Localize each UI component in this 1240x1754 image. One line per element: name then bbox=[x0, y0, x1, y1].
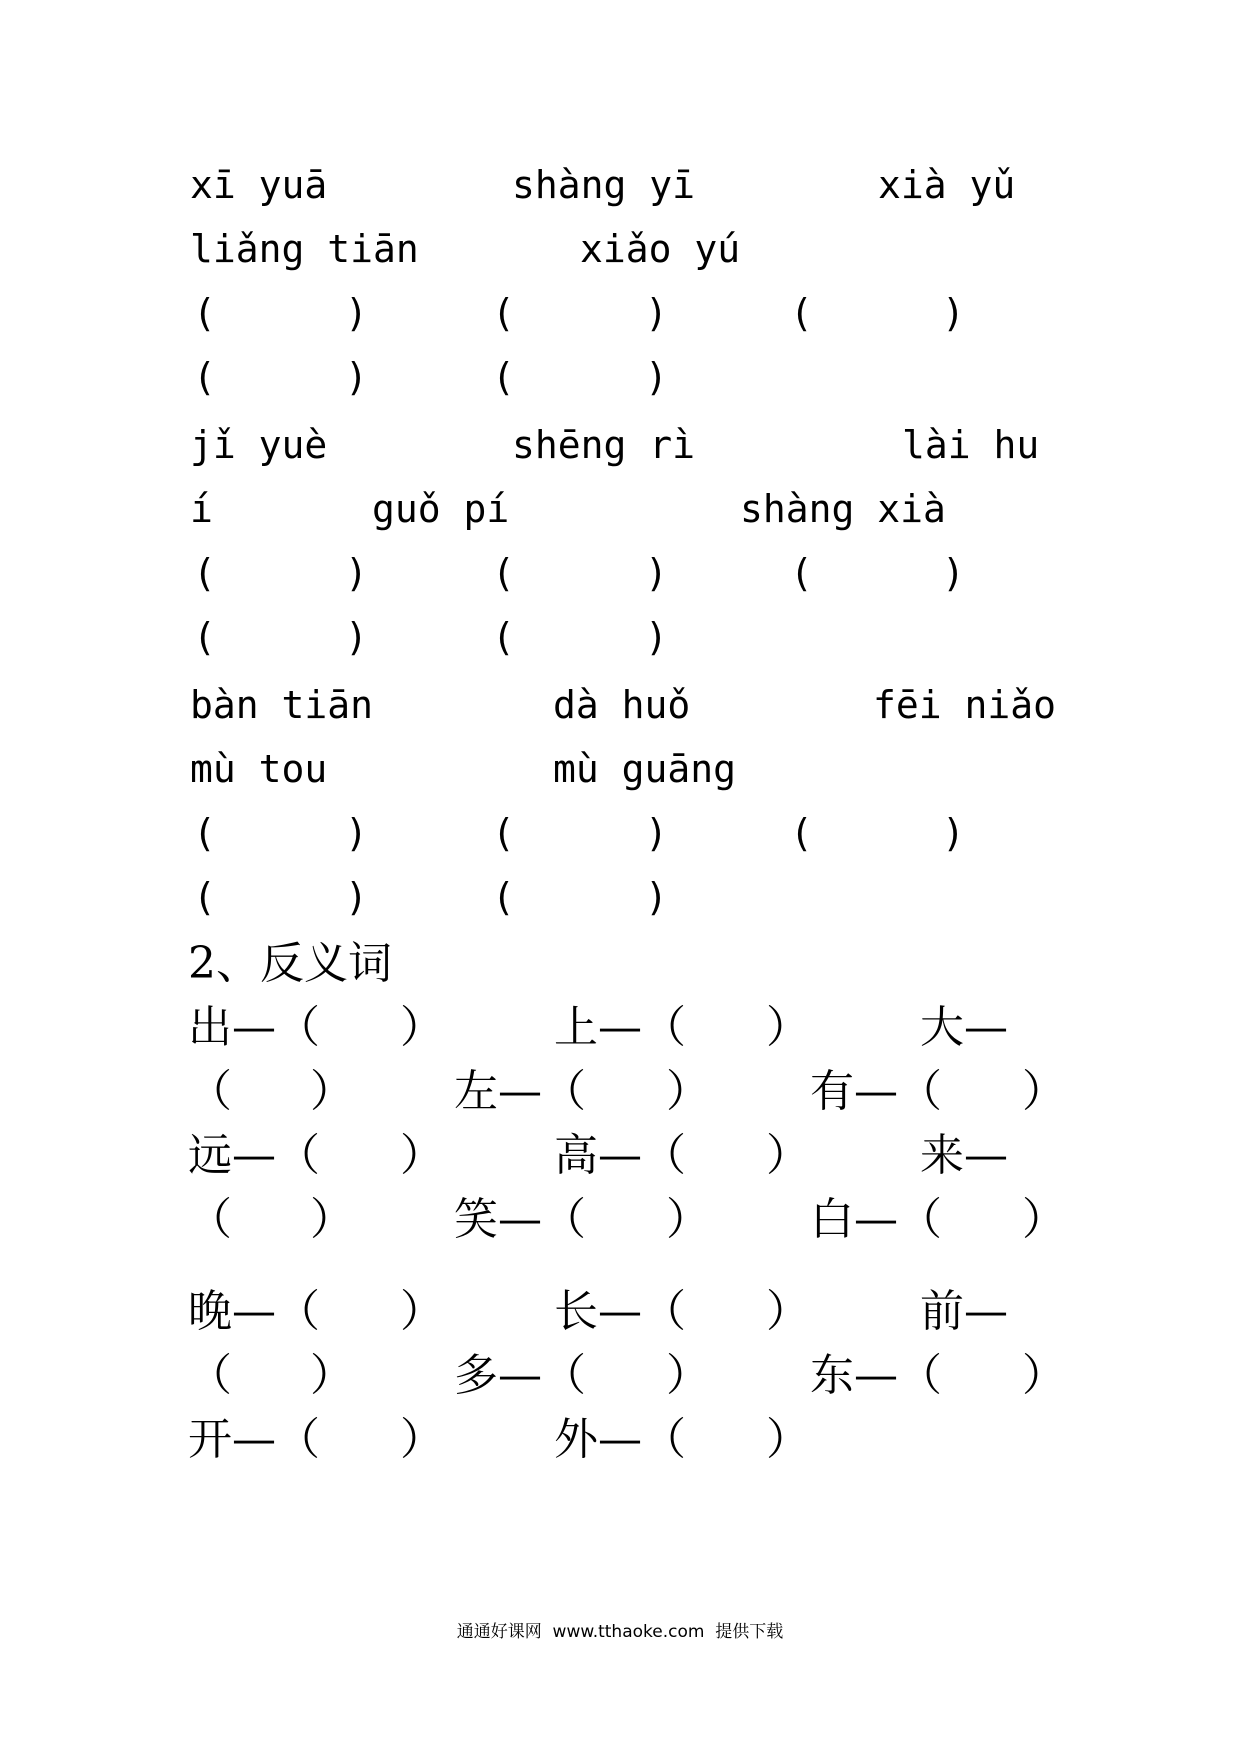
blank-open: ( bbox=[193, 811, 216, 855]
antonym-prompt: 白—（ bbox=[810, 1194, 942, 1245]
blank-close: ) bbox=[645, 291, 668, 335]
blank-open: ( bbox=[492, 615, 515, 659]
pinyin-word: shàng xià bbox=[740, 487, 946, 531]
blank-close: ) bbox=[345, 291, 368, 335]
pinyin-word: lài hu bbox=[902, 423, 1040, 467]
blank-close: ） bbox=[1022, 1350, 1066, 1401]
pinyin-word: xī yuā bbox=[190, 163, 328, 207]
blank-open: ( bbox=[790, 291, 813, 335]
antonym-prompt: 上—（ bbox=[554, 1002, 686, 1053]
blank-close: ) bbox=[645, 875, 668, 919]
blank-close: ) bbox=[942, 811, 965, 855]
pinyin-word: xià yǔ bbox=[878, 163, 1016, 207]
antonym-prompt: 有—（ bbox=[810, 1066, 942, 1117]
antonym-prompt: 多—（ bbox=[454, 1350, 586, 1401]
antonym-prompt: 来— bbox=[920, 1130, 1008, 1181]
blank-close: ） bbox=[1022, 1066, 1066, 1117]
blank-close: ） bbox=[766, 1414, 810, 1465]
blank-close: ） bbox=[400, 1130, 444, 1181]
blank-close: ） bbox=[310, 1194, 354, 1245]
antonym-prompt: 东—（ bbox=[810, 1350, 942, 1401]
blank-close: ) bbox=[942, 551, 965, 595]
section-heading-antonyms: 2、反义词 bbox=[188, 938, 392, 989]
blank-open: ( bbox=[790, 551, 813, 595]
blank-close: ) bbox=[645, 615, 668, 659]
antonym-prompt: 远—（ bbox=[188, 1130, 320, 1181]
blank-close: ） bbox=[766, 1130, 810, 1181]
blank-close: ) bbox=[345, 615, 368, 659]
pinyin-word: í bbox=[190, 487, 213, 531]
pinyin-word: mù tou bbox=[190, 747, 328, 791]
blank-open: ( bbox=[492, 551, 515, 595]
blank-close: ) bbox=[942, 291, 965, 335]
antonym-prompt: 大— bbox=[920, 1002, 1008, 1053]
pinyin-word: mù guāng bbox=[553, 747, 737, 791]
pinyin-word: fēi niǎo bbox=[873, 683, 1057, 727]
blank-close: ） bbox=[310, 1350, 354, 1401]
pinyin-word: shàng yī bbox=[512, 163, 696, 207]
antonym-prompt: 笑—（ bbox=[454, 1194, 586, 1245]
pinyin-word: bàn tiān bbox=[190, 683, 374, 727]
pinyin-word: liǎng tiān bbox=[190, 227, 419, 271]
antonym-prompt: 长—（ bbox=[554, 1286, 686, 1337]
blank-close: ) bbox=[345, 551, 368, 595]
blank-close: ） bbox=[400, 1286, 444, 1337]
pinyin-word: xiǎo yú bbox=[580, 227, 741, 271]
pinyin-word: guǒ pí bbox=[372, 487, 510, 531]
blank-close: ） bbox=[1022, 1194, 1066, 1245]
antonym-prompt: 开—（ bbox=[188, 1414, 320, 1465]
antonym-prompt: 出—（ bbox=[188, 1002, 320, 1053]
blank-close: ） bbox=[666, 1066, 710, 1117]
blank-close: ) bbox=[345, 875, 368, 919]
blank-open: （ bbox=[188, 1350, 232, 1401]
blank-close: ） bbox=[666, 1350, 710, 1401]
blank-close: ) bbox=[345, 811, 368, 855]
blank-close: ） bbox=[766, 1286, 810, 1337]
blank-open: ( bbox=[492, 291, 515, 335]
blank-open: ( bbox=[492, 875, 515, 919]
pinyin-word: dà huǒ bbox=[553, 683, 691, 727]
antonym-prompt: 前— bbox=[920, 1286, 1008, 1337]
antonym-prompt: 外—（ bbox=[554, 1414, 686, 1465]
blank-open: ( bbox=[193, 875, 216, 919]
blank-close: ) bbox=[345, 355, 368, 399]
pinyin-word: jǐ yuè bbox=[190, 423, 328, 467]
blank-open: ( bbox=[492, 811, 515, 855]
blank-open: ( bbox=[492, 355, 515, 399]
blank-close: ) bbox=[645, 355, 668, 399]
pinyin-word: shēng rì bbox=[512, 423, 696, 467]
page-footer: 通通好课网 www.tthaoke.com 提供下载 bbox=[456, 1622, 784, 1642]
blank-open: ( bbox=[193, 615, 216, 659]
blank-open: ( bbox=[193, 291, 216, 335]
blank-close: ) bbox=[645, 551, 668, 595]
blank-close: ） bbox=[766, 1002, 810, 1053]
blank-close: ） bbox=[310, 1066, 354, 1117]
blank-open: ( bbox=[790, 811, 813, 855]
antonym-prompt: 晚—（ bbox=[188, 1286, 320, 1337]
blank-open: ( bbox=[193, 355, 216, 399]
blank-close: ） bbox=[400, 1414, 444, 1465]
blank-close: ） bbox=[400, 1002, 444, 1053]
blank-open: （ bbox=[188, 1194, 232, 1245]
blank-open: （ bbox=[188, 1066, 232, 1117]
antonym-prompt: 左—（ bbox=[454, 1066, 586, 1117]
antonym-prompt: 高—（ bbox=[554, 1130, 686, 1181]
blank-close: ) bbox=[645, 811, 668, 855]
blank-close: ） bbox=[666, 1194, 710, 1245]
blank-open: ( bbox=[193, 551, 216, 595]
